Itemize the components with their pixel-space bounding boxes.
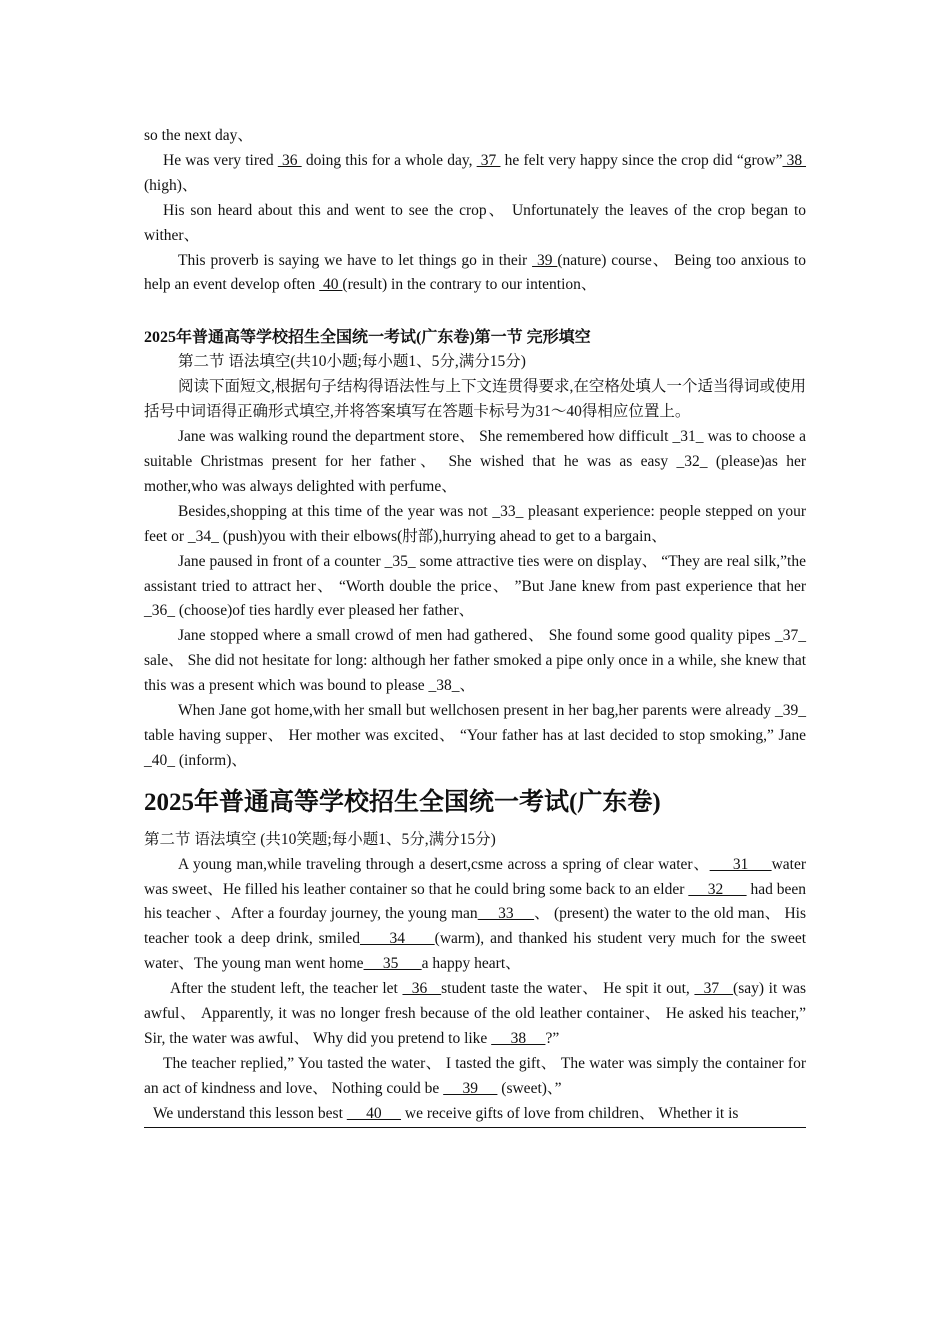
document-body bbox=[144, 124, 806, 1128]
s1-line-1: so the next day、 bbox=[144, 127, 253, 144]
s2-paragraph-1: Jane was walking round the department store、 She remembered how difficult _31_ was to choose a suitable Christmas present for her father、 She wished that he was as easy _32_ (please)as her mother,who was always delighted with perfume、 bbox=[144, 428, 806, 495]
blank-32: 32 bbox=[688, 880, 747, 898]
blank-40: 40 bbox=[319, 276, 343, 294]
s3-paragraph-4: We understand this lesson best 40 we receive gifts of love from children、 Whether it is bbox=[144, 1102, 806, 1128]
s2-paragraph-2: Besides,shopping at this time of the year was not _33_ pleasant experience: people stepped on your feet or _34_ (push)you with their elbows(肘部),hurrying ahead to get to a bargain、 bbox=[144, 502, 806, 545]
blank-36: 36 bbox=[277, 151, 302, 169]
s3-paragraph-3: The teacher replied,” You tasted the water、 I tasted the gift、 The water was simply the container for an act of kindness and love、 Nothing could be 39 (sweet)、” bbox=[144, 1054, 806, 1097]
section3-heading: 2025年普通高等学校招生全国统一考试(广东卷) bbox=[144, 788, 661, 816]
s3-paragraph-2: After the student left, the teacher let 36 student taste the water、 He spit it out, 37 (say) it was awful、 Apparently, it was no longer fresh because of the old leather container、 He asked his teacher,” Sir, the water was awful、 Why did you pretend to like 38 ?” bbox=[144, 980, 806, 1047]
section3-subtitle: 第二节 语法填空 (共10笑题;每小题1、5分,满分15分) bbox=[144, 830, 496, 848]
blank-34: 34 bbox=[359, 930, 435, 948]
s2-paragraph-5: When Jane got home,with her small but wellchosen present in her bag,her parents were already _39_ table having supper、 Her mother was excited、 “Your father has at last decided to stop smoking,” Jane _40_ (inform)、 bbox=[144, 702, 806, 769]
blank-37b: 37 bbox=[694, 980, 734, 998]
s2-paragraph-3: Jane paused in front of a counter _35_ some attractive ties were on display、 “They are real silk,”the assistant tried to attract her、 “Worth double the price、 ”But Jane knew from past experience that her _36_ (choose)of ties hardly ever pleased her father、 bbox=[144, 552, 806, 620]
s1-paragraph-4: This proverb is saying we have to let things go in their 39 (nature) course、 Being too anxious to help an event develop often 40 (result) in the contrary to our intention、 bbox=[144, 251, 806, 294]
s2-paragraph-4: Jane stopped where a small crowd of men had gathered、 She found some good quality pipes _37_ sale、 She did not hesitate for long: although her father smoked a pipe only once in a while, she knew that this was a present which was bound to please _38_、 bbox=[144, 627, 806, 695]
blank-40b: 40 bbox=[346, 1104, 402, 1122]
blank-37: 37 bbox=[476, 151, 501, 169]
blank-39b: 39 bbox=[443, 1079, 498, 1097]
blank-38: 38 bbox=[782, 151, 807, 169]
blank-35: 35 bbox=[363, 955, 422, 973]
s3-paragraph-1: A young man,while traveling through a desert,csme across a spring of clear water、 31 water was sweet、He filled his leather container so that he could bring some back to an elder 32 had been his teacher 、After a fourday journey, the young man 33 、 (present) the water to the old man、 His teacher took a deep drink, smiled 34 (warm), and thanked his student very much for the sweet water、The young man went home 35 a happy heart、 bbox=[144, 855, 807, 973]
blank-31: 31 bbox=[709, 855, 772, 873]
section2-subtitle: 第二节 语法填空(共10小题;每小题1、5分,满分15分) bbox=[178, 353, 526, 371]
blank-38b: 38 bbox=[491, 1030, 546, 1047]
s1-paragraph-2: He was very tired 36 doing this for a whole day, 37 he felt very happy since the crop did “grow” 38 (high)、 bbox=[144, 151, 807, 194]
blank-39: 39 bbox=[532, 251, 558, 269]
blank-36b: 36 bbox=[402, 980, 442, 998]
blank-33: 33 bbox=[477, 905, 535, 923]
section2-instruction: 阅读下面短文,根据句子结构得语法性与上下文连贯得要求,在空格处填人一个适当得词或使用括号中词语得正确形式填空,并将答案填写在答题卡标号为31～40得相应位置上。 bbox=[144, 378, 806, 421]
s1-paragraph-3: His son heard about this and went to see the crop、 Unfortunately the leaves of the crop began to wither、 bbox=[144, 201, 806, 244]
section2-heading: 2025年普通高等学校招生全国统一考试(广东卷)第一节 完形填空 bbox=[144, 329, 591, 347]
